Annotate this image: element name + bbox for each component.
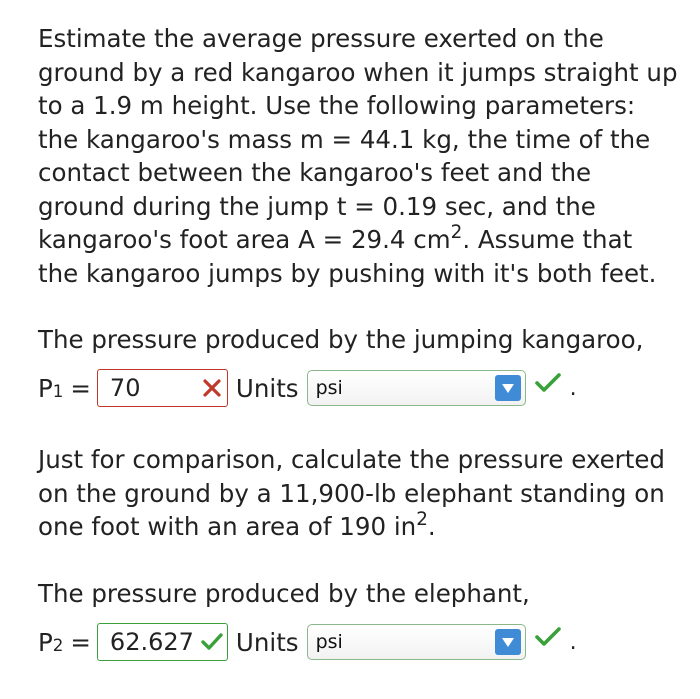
comparison-superscript: 2 xyxy=(416,508,428,530)
comparison-statement xyxy=(38,443,678,544)
p2-units-selected: psi xyxy=(315,631,343,653)
p1-variable xyxy=(38,374,63,403)
part1-prompt: The pressure produced by the jumping kangaroo, xyxy=(38,325,644,354)
p2-equals: = xyxy=(70,627,91,657)
p1-units-select[interactable] xyxy=(307,370,526,406)
p1-equals: = xyxy=(70,373,91,403)
comparison-text: Just for comparison, calculate the pressure exerted on the ground by a 11,900-lb elephant standing on one foot with an area of 190 in xyxy=(38,445,665,541)
p1-units-selected: psi xyxy=(315,377,343,399)
p1-answer-value: 70 xyxy=(109,374,141,402)
p2-variable xyxy=(38,628,63,657)
part2-answer-row xyxy=(38,622,577,662)
problem-superscript: 2 xyxy=(450,221,463,243)
p2-check-holder xyxy=(200,631,224,653)
p1-letter: P xyxy=(38,373,53,403)
p1-subscript: 1 xyxy=(52,381,64,401)
part1-answer-row xyxy=(38,368,577,408)
part2-prompt: The pressure produced by the elephant, xyxy=(38,579,530,608)
p2-subscript: 2 xyxy=(52,635,64,655)
p2-units-label: Units xyxy=(235,627,299,657)
correct-check-icon xyxy=(534,625,562,649)
problem-text-tail: . Assume that the kangaroo jumps by pushing with it's both feet. xyxy=(38,225,657,288)
p2-trailing-period: . xyxy=(569,629,577,655)
p2-answer-value: 62.627 xyxy=(109,628,194,656)
p1-units-label: Units xyxy=(235,373,299,403)
dropdown-arrow-icon[interactable] xyxy=(495,375,521,401)
correct-check-icon xyxy=(200,631,224,653)
comparison-tail: . xyxy=(427,512,436,541)
p2-answer-input[interactable] xyxy=(97,623,228,661)
correct-check-icon xyxy=(534,371,562,395)
p2-units-select[interactable] xyxy=(307,624,526,660)
problem-statement xyxy=(38,22,678,290)
dropdown-arrow-icon[interactable] xyxy=(495,629,521,655)
p2-letter: P xyxy=(38,627,53,657)
p1-answer-input[interactable] xyxy=(97,369,228,407)
incorrect-x-icon xyxy=(201,377,223,399)
problem-text: Estimate the average pressure exerted on the ground by a red kangaroo when it jumps straight up to a 1.9 m height. Use the following parameters: the kangaroo's mass m = 44.1 kg, the time of the contact between the kangaroo's feet and the ground during the jump t = 0.19 sec, and the kangaroo's foot area A = 29.4 cm xyxy=(38,24,678,254)
p1-trailing-period: . xyxy=(569,375,577,401)
